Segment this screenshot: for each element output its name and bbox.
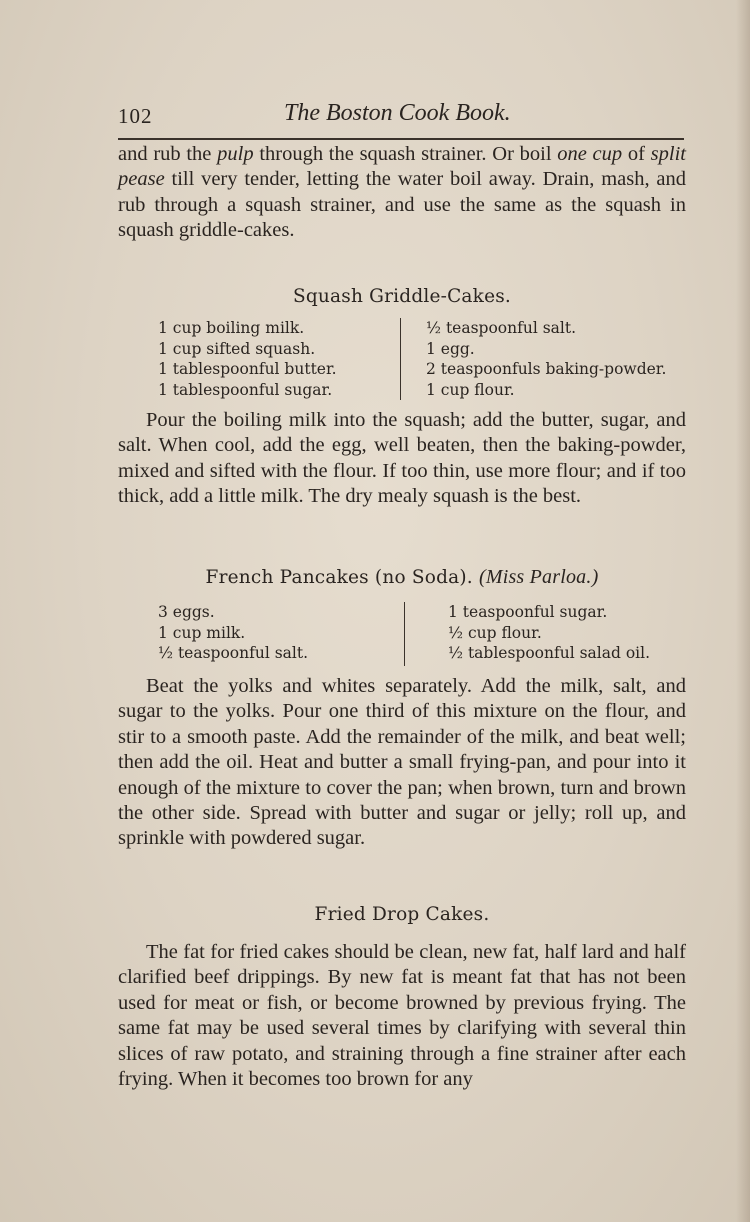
- french-ingredients: [158, 602, 688, 666]
- ingredient-item: 1 tablespoonful sugar.: [158, 380, 333, 399]
- ingredient-item: 1 egg.: [426, 339, 475, 358]
- squash-ingredients: [158, 318, 688, 402]
- header-rule: [118, 138, 684, 140]
- ingredient-item: 1 cup milk.: [158, 623, 246, 642]
- intro-text-4: till very tender, letting the water boil away. Drain, mash, and rub through a squash strainer, and use the same as the squash in squash griddle-cakes.: [118, 168, 686, 242]
- ingredient-item: ½ tablespoonful salad oil.: [448, 644, 651, 662]
- ingredients-divider: [404, 602, 405, 666]
- intro-text-3: of: [622, 143, 651, 165]
- intro-text-1: and rub the: [118, 143, 218, 165]
- page-header: [118, 100, 684, 136]
- ingredient-item: 2 teaspoonfuls baking-powder.: [426, 360, 667, 378]
- running-title: The Boston Cook Book.: [284, 100, 511, 126]
- french-recipe-title: French Pancakes (no Soda).: [205, 567, 473, 588]
- fried-drop-cakes-text: The fat for fried cakes should be clean, new fat, half lard and half clarified beef drippings. By new fat is meant fat that has not been used for meat or fish, or become browned by previous frying. The same fat may be used several times by clarifying with several thin slices of raw potato, and straining through a fine strainer after each frying. When it becomes too brown for any: [118, 941, 686, 1091]
- ingredient-item: 1 teaspoonful sugar.: [448, 603, 608, 621]
- intro-em-one-cup: one cup: [557, 143, 623, 165]
- ingredient-item: ½ teaspoonful salt.: [158, 644, 309, 662]
- intro-em-pulp: pulp: [217, 143, 254, 165]
- ingredient-item: ½ cup flour.: [448, 623, 542, 642]
- squash-ingredients-right: [426, 318, 666, 400]
- squash-ingredients-left: [158, 318, 337, 400]
- french-ingredients-right: [448, 602, 650, 664]
- fried-drop-cakes-title: Fried Drop Cakes.: [314, 904, 490, 925]
- ingredient-item: 1 cup flour.: [426, 380, 515, 399]
- french-recipe-heading: [118, 566, 686, 589]
- ingredient-item: ½ teaspoonful salt.: [426, 319, 577, 337]
- ingredient-item: 1 tablespoonful butter.: [158, 360, 337, 378]
- ingredient-item: 3 eggs.: [158, 603, 215, 621]
- french-directions: Beat the yolks and whites separately. Add the milk, salt, and sugar to the yolks. Pour one third of this mixture on the flour, and stir to a smooth paste. Add the remainder of the milk, and beat well; then add the oil. Heat and butter a small frying-pan, and pour into it enough of the mixture to cover the pan; when brown, turn and brown the other side. Spread with butter and sugar or jelly; roll up, and sprinkle with powdered sugar.: [118, 675, 686, 850]
- squash-directions: Pour the boiling milk into the squash; add the butter, sugar, and salt. When cool, add the egg, well beaten, then the baking-powder, mixed and sifted with the flour. If too thin, use more flour; and if too thick, add a little milk. The dry mealy squash is the best.: [118, 409, 686, 508]
- ingredient-item: 1 cup boiling milk.: [158, 319, 305, 337]
- intro-em-split-pease: split pease: [118, 143, 686, 191]
- french-ingredients-left: [158, 602, 308, 664]
- french-recipe-attribution: (Miss Parloa.): [478, 566, 599, 588]
- squash-recipe-title: Squash Griddle-Cakes.: [292, 286, 511, 307]
- page-number: 102: [118, 104, 153, 128]
- intro-text-2: through the squash strainer. Or boil: [253, 143, 558, 165]
- intro-paragraph: [118, 142, 686, 244]
- ingredients-divider: [400, 318, 401, 400]
- ingredient-item: 1 cup sifted squash.: [158, 339, 316, 358]
